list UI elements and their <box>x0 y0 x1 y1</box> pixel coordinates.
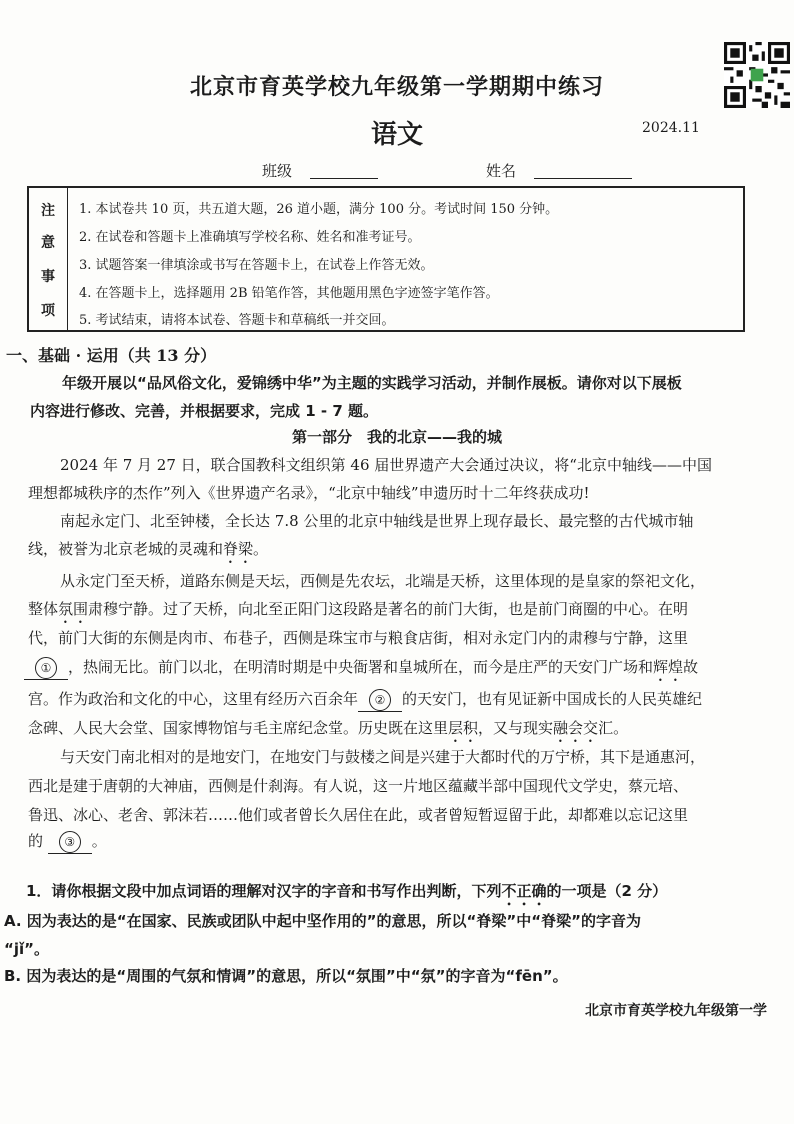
blank-1[interactable] <box>24 657 68 679</box>
passage-line: 西北是建于唐朝的大神庙，西侧是什刹海。有人说，这一片地区蕴藏半部中国现代文学史，蔡元培、 <box>28 777 689 795</box>
passage-line <box>24 656 698 685</box>
passage-text: ，又与现实 <box>478 719 554 737</box>
blank-number: ① <box>35 657 57 679</box>
passage-line <box>28 830 107 853</box>
notice-heading-char: 意 <box>41 235 55 251</box>
passage-line: 南起永定门、北至钟楼，全长达 7.8 公里的北京中轴线是世界上现存最长、最完整的古代城市轴 <box>60 512 694 530</box>
emphasis-text: 不正确 <box>501 882 547 900</box>
intro-line: 年级开展以“品风俗文化，爱锦绣中华”为主题的实践学习活动，并制作展板。请你对以下展板 <box>62 374 682 392</box>
blank-number: ③ <box>59 831 81 853</box>
intro-line: 内容进行修改、完善，并根据要求，完成 1 - 7 题。 <box>30 402 378 420</box>
blank-2[interactable] <box>358 689 402 711</box>
question-text: 1．请你根据文段中加点词语的理解对汉字的字音和书写作出判断，下列 <box>26 882 502 900</box>
notice-heading <box>29 188 68 330</box>
name-label: 姓名 <box>486 162 517 180</box>
passage-text: 线，被誉为北京老城的灵魂和 <box>28 540 224 558</box>
passage-line <box>28 598 688 627</box>
notice-heading-char: 项 <box>41 303 55 319</box>
passage-text: 整体 <box>28 600 59 618</box>
passage-text: 宫 <box>28 690 44 708</box>
class-label: 班级 <box>262 162 293 180</box>
subject-title: 语文 <box>370 120 423 150</box>
dotted-word: 层积 <box>448 719 479 737</box>
passage-line: 理想都城秩序的杰作”列入《世界遗产名录》，“北京中轴线”申遗历时十二年终获成功! <box>28 484 590 502</box>
option-a[interactable]: A. 因为表达的是“在国家、民族或团队中起中坚作用的”的意思，所以“脊梁”中“脊梁”的字音为 <box>4 912 641 930</box>
passage-line: 鲁迅、冰心、老舍、郭沫若……他们或者曾长久居住在此，或者曾短暂逗留于此，却都难以忘记这里 <box>28 806 689 824</box>
passage-line: 与天安门南北相对的是地安门，在地安门与鼓楼之间是兴建于大都时代的万宁桥，其下是通惠河， <box>60 748 706 766</box>
passage-line: 从永定门至天桥，道路东侧是天坛，西侧是先农坛，北端是天桥，这里体现的是皇家的祭祀文化， <box>60 572 706 590</box>
passage-line: 2024 年 7 月 27 日，联合国教科文组织第 46 届世界遗产大会通过决议，将“北京中轴线——中国 <box>60 456 712 474</box>
passage-text: 。 <box>91 832 107 850</box>
passage-line <box>28 688 702 711</box>
dotted-word: 氛围 <box>58 600 89 618</box>
notice-item: 4. 在答题卡上，选择题用 2B 铅笔作答，其他题用黑色字迹签字笔作答。 <box>79 286 499 301</box>
question-text: 的一项是（2 分） <box>546 882 668 900</box>
passage-text: 。作为政治和文化的中心，这里有经历六百余年 <box>43 690 359 708</box>
exam-date: 2024.11 <box>642 120 700 136</box>
notice-item: 3. 试题答案一律填涂或书写在答题卡上，在试卷上作答无效。 <box>79 258 434 273</box>
passage-text: 。 <box>253 540 269 558</box>
passage-text: 的天安门，也有见证新中国成长的人民英雄纪 <box>402 690 703 708</box>
passage-line <box>28 538 268 567</box>
dotted-word: 融会交 <box>553 719 599 737</box>
dotted-word: 脊梁 <box>223 540 254 558</box>
page-footer: 北京市育英学校九年级第一学 <box>585 1003 767 1019</box>
qr-code-icon <box>724 42 790 108</box>
passage-text: 汇 <box>598 719 614 737</box>
name-field[interactable] <box>534 178 632 179</box>
option-a-cont: “jǐ”。 <box>4 940 50 958</box>
option-b[interactable]: B. 因为表达的是“周围的气氛和情调”的意思，所以“氛围”中“氛”的字音为“fēn”。 <box>4 967 568 985</box>
passage-line: 代，前门大街的东侧是肉市、布巷子，西侧是珠宝市与粮食店街，相对永定门内的肃穆与宁静，这里 <box>28 629 689 647</box>
notice-heading-char: 注 <box>41 203 55 219</box>
class-field[interactable] <box>310 178 378 179</box>
passage-line <box>28 717 628 746</box>
notice-item: 5. 考试结束，请将本试卷、答题卡和草稿纸一并交回。 <box>79 313 395 328</box>
question-1 <box>26 880 667 909</box>
blank-3[interactable] <box>48 831 92 853</box>
notice-item: 1. 本试卷共 10 页，共五道大题，26 道小题，满分 100 分。考试时间 150 分钟。 <box>79 202 559 217</box>
section-title: 一、基础 · 运用（共 13 分） <box>6 346 217 365</box>
notice-item: 2. 在试卷和答题卡上准确填写学校名称、姓名和准考证号。 <box>79 230 421 245</box>
notice-box <box>27 186 745 332</box>
part-title: 第一部分 我的北京——我的城 <box>291 428 502 446</box>
passage-text: 。 <box>613 719 629 737</box>
exam-title: 北京市育英学校九年级第一学期期中练习 <box>189 74 604 100</box>
blank-number: ② <box>369 689 391 711</box>
passage-text: 故 <box>683 658 699 676</box>
passage-text: 肃穆宁静。过了天桥，向北至正阳门这段路是著名的前门大街，也是前门商圈的中心。在明 <box>88 600 689 618</box>
passage-text: ，热闹无比。前门以北，在明清时期是中央衙署和皇城所在，而今是庄严的天安门广场和 <box>68 658 654 676</box>
passage-text: 的 <box>28 832 44 850</box>
dotted-word: 辉煌 <box>653 658 684 676</box>
passage-text: 念碑、人民大会堂、国家博物馆与毛主席纪念堂。历史既在这里 <box>28 719 449 737</box>
notice-heading-char: 事 <box>41 269 55 285</box>
